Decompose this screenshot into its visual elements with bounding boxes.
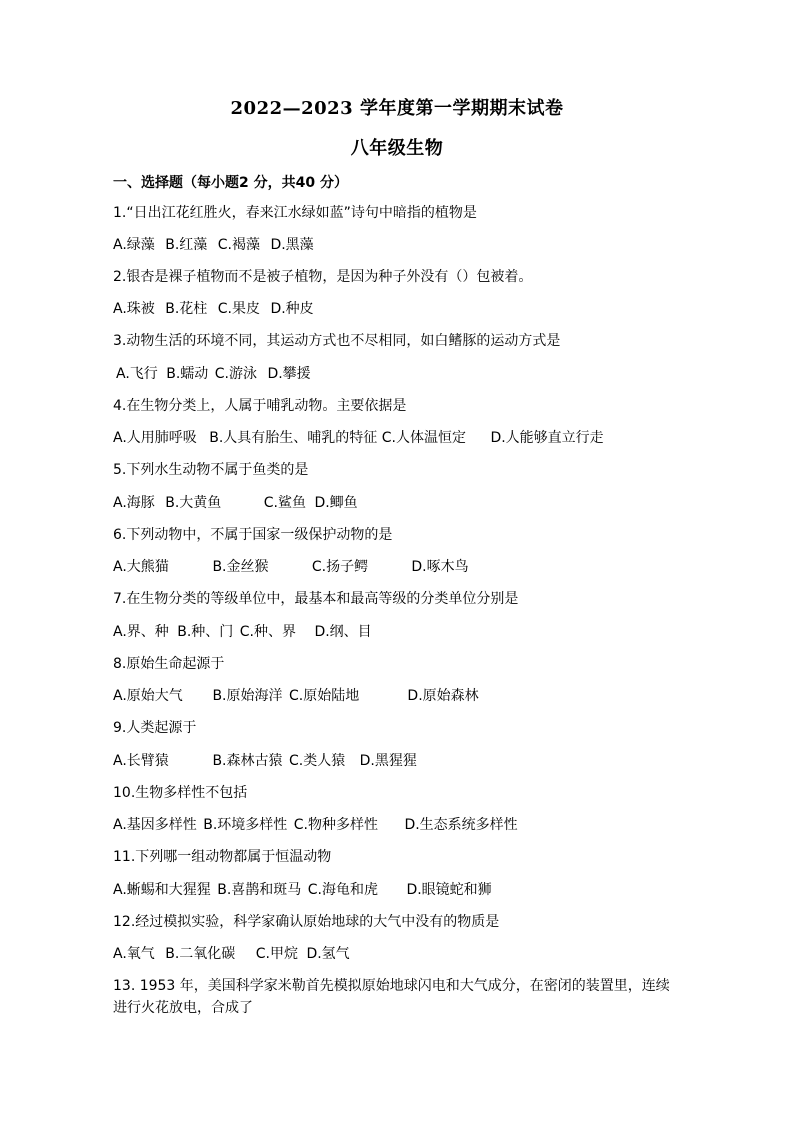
option-c: C.物种多样性: [293, 817, 378, 833]
option-a: A.绿藻: [113, 237, 155, 253]
question-options: [113, 235, 314, 255]
option-d: D.氢气: [306, 946, 350, 962]
option-a: A.氧气: [113, 946, 155, 962]
option-c: C.原始陆地: [288, 688, 360, 704]
question-stem: 6.下列动物中，不属于国家一级保护动物的是: [113, 527, 393, 543]
question-options: [113, 751, 417, 771]
option-a: A.界、种: [113, 624, 169, 640]
question-stem-line1: 13. 1953 年，美国科学家米勒首先模拟原始地球闪电和大气成分，在密闭的装置里，连续: [113, 978, 670, 994]
question-options: [113, 815, 518, 835]
option-c: C.果皮: [217, 301, 260, 317]
option-a: A.原始大气: [113, 688, 183, 704]
question-stem: 12.经过模拟实验，科学家确认原始地球的大气中没有的物质是: [113, 914, 500, 930]
question-stem: 4.在生物分类上，人属于哺乳动物。主要依据是: [113, 398, 407, 414]
option-b: B.花柱: [165, 301, 208, 317]
option-a: A.长臂猿: [113, 753, 169, 769]
option-c: C.种、界: [239, 624, 296, 640]
option-c: C.人体温恒定: [381, 430, 466, 446]
option-d: D.人能够直立行走: [490, 430, 604, 446]
option-c: C.类人猿: [288, 753, 346, 769]
option-d: D.鲫鱼: [314, 495, 358, 511]
option-d: D.原始森林: [407, 688, 479, 704]
question-stem: 5.下列水生动物不属于鱼类的是: [113, 462, 309, 478]
option-c: C.扬子鳄: [311, 559, 369, 575]
option-b: B.环境多样性: [203, 817, 288, 833]
question-options: [113, 493, 358, 513]
exam-subtitle: 八年级生物: [350, 138, 444, 159]
option-a: A.珠被: [113, 301, 155, 317]
option-c: C.游泳: [214, 366, 257, 382]
option-b: B.种、门: [177, 624, 234, 640]
question-stem: 2.银杏是裸子植物而不是被子植物，是因为种子外没有（）包被着。: [113, 269, 533, 285]
option-a: A.人用肺呼吸: [113, 430, 197, 446]
question-options: [113, 299, 314, 319]
option-c: C.鲨鱼: [263, 495, 306, 511]
question-options: [113, 944, 350, 964]
question-options: [113, 428, 604, 448]
option-b: B.二氧化碳: [165, 946, 236, 962]
option-a: A.大熊猫: [113, 559, 169, 575]
option-b: B.金丝猴: [212, 559, 269, 575]
question-options: [113, 880, 492, 900]
option-d: D.黑藻: [270, 237, 314, 253]
question-stem: 10.生物多样性不包括: [113, 785, 248, 801]
option-a: A.蜥蜴和大猩猩: [113, 882, 211, 898]
option-c: C.海龟和虎: [307, 882, 378, 898]
question-stem: 11.下列哪一组动物都属于恒温动物: [113, 849, 332, 865]
section-heading: 一、选择题（每小题2 分，共40 分）: [113, 175, 348, 191]
option-b: B.红藻: [165, 237, 208, 253]
question-stem: 9.人类起源于: [113, 720, 197, 736]
option-d: D.攀援: [267, 366, 311, 382]
option-b: B.喜鹊和斑马: [217, 882, 302, 898]
question-options: [113, 686, 479, 706]
option-d: D.黑猩猩: [359, 753, 417, 769]
option-c: C.甲烷: [255, 946, 298, 962]
option-b: B.大黄鱼: [165, 495, 222, 511]
option-a: A.基因多样性: [113, 817, 197, 833]
option-b: B.森林古猿: [212, 753, 283, 769]
exam-title: 2022—2023 学年度第一学期期末试卷: [230, 98, 564, 119]
option-d: D.啄木鸟: [411, 559, 469, 575]
question-stem: 3.动物生活的环境不同，其运动方式也不尽相同，如白鳍豚的运动方式是: [113, 333, 561, 349]
option-b: B.蠕动: [166, 366, 209, 382]
question-stem: 1.“日出江花红胜火，春来江水绿如蓝”诗句中暗指的植物是: [113, 205, 477, 221]
question-stem: 7.在生物分类的等级单位中，最基本和最高等级的分类单位分别是: [113, 591, 519, 607]
question-options: [113, 557, 469, 577]
option-a: A.海豚: [113, 495, 155, 511]
option-c: C.褐藻: [217, 237, 260, 253]
question-stem-line2: 进行火花放电，合成了: [113, 1000, 253, 1016]
option-d: D.眼镜蛇和狮: [406, 882, 492, 898]
option-d: D.生态系统多样性: [404, 817, 518, 833]
question-options: [113, 622, 372, 642]
option-a: A.飞行: [116, 366, 158, 382]
question-options: [116, 364, 311, 384]
option-d: D.纲、目: [314, 624, 372, 640]
question-stem: 8.原始生命起源于: [113, 656, 225, 672]
option-b: B.人具有胎生、哺乳的特征: [209, 430, 378, 446]
option-b: B.原始海洋: [212, 688, 283, 704]
option-d: D.种皮: [270, 301, 314, 317]
